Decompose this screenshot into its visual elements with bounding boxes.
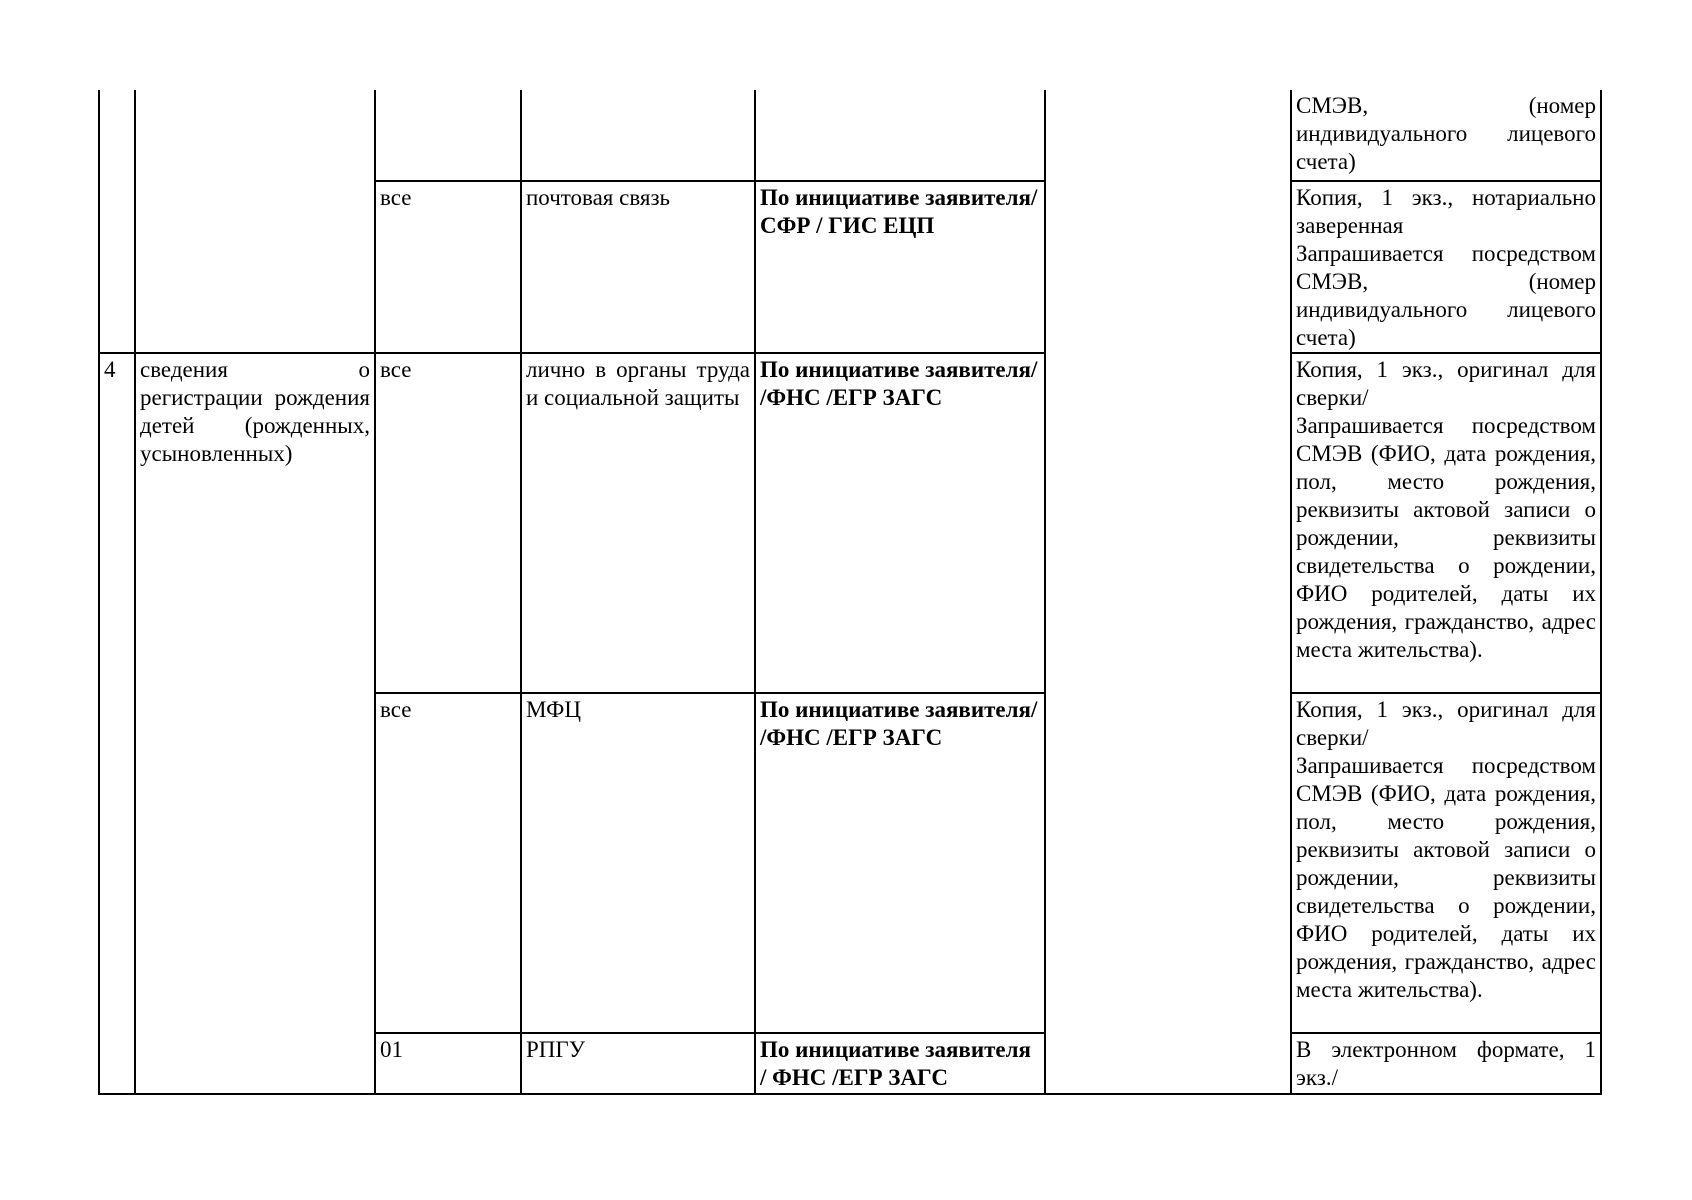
empty-cell [1045, 90, 1291, 1094]
document-line: Запрашивается посредством СМЭВ (ФИО, дата рождения, пол, место рождения, реквизиты актовой записи о рождении, реквизиты свидетельства о рождении, ФИО родителей, даты их рождения, гражданство, адрес места жительства). [1296, 413, 1596, 662]
method-cell: МФЦ [521, 693, 755, 1033]
category-cell [375, 90, 521, 181]
document-cell [1291, 1033, 1601, 1094]
source-cell: По инициативе заявителя/ СФР / ГИС ЕЦП [755, 181, 1045, 353]
category-cell: все [375, 693, 521, 1033]
document-cell [1291, 353, 1601, 693]
document-cell [1291, 90, 1601, 181]
info-cell: сведения о регистрации рождения детей (рожденных, усыновленных) [135, 353, 375, 1094]
documents-table [98, 90, 1602, 1095]
method-cell: лично в органы труда и социальной защиты [521, 353, 755, 693]
source-cell: По инициативе заявителя/ /ФНС /ЕГР ЗАГС [755, 353, 1045, 693]
document-line: СМЭВ, (номер индивидуального лицевого счета) [1296, 93, 1596, 174]
row-number-cell [99, 90, 135, 353]
table-row [99, 90, 1601, 181]
row-number-cell: 4 [99, 353, 135, 1094]
table-row [99, 353, 1601, 693]
document-line: Запрашивается посредством СМЭВ (ФИО, дата рождения, пол, место рождения, реквизиты актовой записи о рождении, реквизиты свидетельства о рождении, ФИО родителей, даты их рождения, гражданство, адрес места жительства). [1296, 753, 1596, 1002]
document-cell [1291, 693, 1601, 1033]
source-cell: По инициативе заявителя / ФНС /ЕГР ЗАГС [755, 1033, 1045, 1094]
info-cell [135, 90, 375, 353]
document-line: Копия, 1 экз., оригинал для сверки/ [1296, 697, 1596, 750]
document-line: В электронном формате, 1 экз./ [1296, 1037, 1596, 1090]
category-cell: все [375, 353, 521, 693]
document-line: Копия, 1 экз., нотариально заверенная [1296, 185, 1596, 238]
document-line: Запрашивается посредством СМЭВ, (номер индивидуального лицевого счета) [1296, 241, 1596, 350]
source-cell: По инициативе заявителя/ /ФНС /ЕГР ЗАГС [755, 693, 1045, 1033]
category-cell: 01 [375, 1033, 521, 1094]
document-cell [1291, 181, 1601, 353]
method-cell: почтовая связь [521, 181, 755, 353]
category-cell: все [375, 181, 521, 353]
method-cell: РПГУ [521, 1033, 755, 1094]
method-cell [521, 90, 755, 181]
document-line: Копия, 1 экз., оригинал для сверки/ [1296, 357, 1596, 410]
source-cell [755, 90, 1045, 181]
